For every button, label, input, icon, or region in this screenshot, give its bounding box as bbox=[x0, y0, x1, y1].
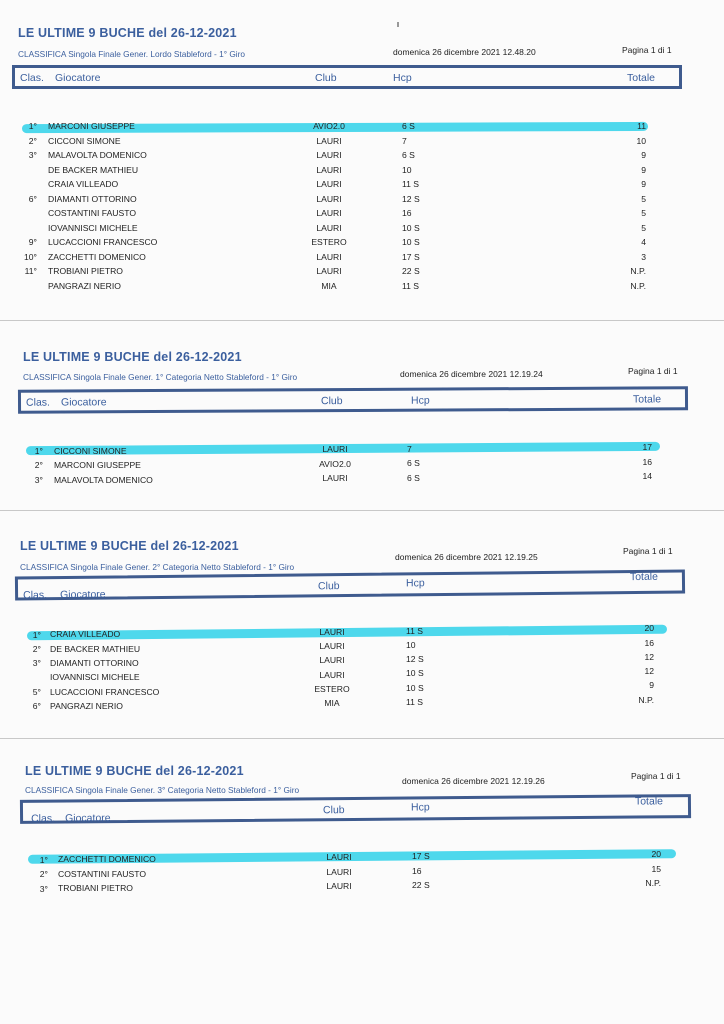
total-cell: 16 bbox=[642, 456, 652, 467]
rank-cell: 2° bbox=[28, 135, 37, 146]
player-name-cell: ZACCHETTI DOMENICO bbox=[48, 251, 146, 262]
rank-cell: 5° bbox=[32, 686, 41, 697]
club-cell: LAURI bbox=[319, 626, 345, 637]
handicap-cell: 6 S bbox=[407, 458, 420, 469]
player-name-cell: PANGRAZI NERIO bbox=[50, 700, 123, 711]
rank-cell: 10° bbox=[24, 251, 37, 262]
total-cell: 9 bbox=[649, 680, 654, 691]
print-datetime: domenica 26 dicembre 2021 12.48.20 bbox=[393, 47, 536, 57]
rank-cell: 3° bbox=[34, 474, 43, 485]
rank-cell: 2° bbox=[39, 869, 48, 880]
player-name-cell: CICCONI SIMONE bbox=[54, 445, 127, 456]
rank-cell: 2° bbox=[32, 644, 41, 655]
player-name-cell: DIAMANTI OTTORINO bbox=[48, 193, 137, 204]
col-hcp: Hcp bbox=[393, 72, 412, 84]
club-cell: LAURI bbox=[316, 266, 342, 276]
total-cell: 11 bbox=[637, 121, 646, 131]
player-name-cell: MARCONI GIUSEPPE bbox=[54, 460, 141, 471]
rank-cell: 1° bbox=[28, 121, 37, 131]
table-row bbox=[0, 208, 724, 222]
handicap-cell: 10 S bbox=[402, 222, 420, 233]
club-cell: LAURI bbox=[326, 866, 352, 877]
handicap-cell: 11 S bbox=[406, 697, 424, 708]
page-divider bbox=[0, 510, 724, 511]
player-name-cell: MALAVOLTA DOMENICO bbox=[54, 474, 153, 485]
club-cell: AVIO2.0 bbox=[319, 458, 351, 469]
handicap-cell: 22 S bbox=[402, 266, 420, 276]
page-divider bbox=[0, 738, 724, 739]
sheet-subtitle: CLASSIFICA Singola Finale Gener. 3° Categoria Netto Stableford - 1° Giro bbox=[25, 785, 300, 795]
col-giocatore: Giocatore bbox=[60, 588, 106, 602]
handicap-cell: 17 S bbox=[412, 851, 430, 862]
club-cell: AVIO2.0 bbox=[313, 121, 345, 131]
club-cell: LAURI bbox=[319, 655, 345, 666]
player-name-cell: MARCONI GIUSEPPE bbox=[48, 121, 135, 131]
club-cell: LAURI bbox=[316, 251, 342, 262]
player-name-cell: LUCACCIONI FRANCESCO bbox=[50, 686, 160, 697]
col-totale: Totale bbox=[634, 795, 664, 808]
player-name-cell: TROBIANI PIETRO bbox=[48, 266, 123, 276]
handicap-cell: 10 S bbox=[406, 668, 424, 679]
table-row bbox=[0, 194, 724, 208]
table-row bbox=[0, 266, 724, 280]
club-cell: LAURI bbox=[319, 669, 345, 680]
total-cell: 20 bbox=[644, 623, 654, 634]
col-giocatore: Giocatore bbox=[55, 72, 101, 84]
col-clas: Clas. bbox=[31, 812, 56, 825]
club-cell: LAURI bbox=[316, 222, 342, 233]
col-clas: Clas. bbox=[25, 396, 50, 409]
club-cell: MIA bbox=[321, 280, 337, 291]
handicap-cell: 11 S bbox=[402, 179, 420, 189]
rank-cell: 1° bbox=[34, 445, 43, 456]
handicap-cell: 16 bbox=[402, 208, 412, 218]
col-clas: Clas. bbox=[20, 72, 44, 84]
player-name-cell: DIAMANTI OTTORINO bbox=[50, 658, 139, 669]
total-cell: 12 bbox=[644, 651, 654, 662]
total-cell: 5 bbox=[641, 208, 646, 218]
col-totale: Totale bbox=[629, 570, 659, 584]
column-header-box bbox=[20, 794, 691, 824]
table-row bbox=[0, 179, 724, 193]
rank-cell: 3° bbox=[39, 883, 48, 894]
total-cell: 17 bbox=[642, 442, 652, 453]
handicap-cell: 6 S bbox=[402, 121, 415, 131]
club-cell: LAURI bbox=[316, 150, 342, 160]
player-name-cell: LUCACCIONI FRANCESCO bbox=[48, 237, 158, 247]
sheet-title: LE ULTIME 9 BUCHE del 26-12-2021 bbox=[18, 26, 237, 40]
table-row bbox=[0, 121, 724, 135]
player-name-cell: PANGRAZI NERIO bbox=[48, 280, 121, 291]
club-cell: LAURI bbox=[326, 852, 352, 863]
table-row bbox=[0, 136, 724, 150]
handicap-cell: 6 S bbox=[402, 150, 415, 160]
club-cell: LAURI bbox=[316, 193, 342, 204]
handicap-cell: 6 S bbox=[407, 472, 420, 483]
page-number: Pagina 1 di 1 bbox=[628, 366, 678, 376]
club-cell: LAURI bbox=[316, 208, 342, 218]
page-number: Pagina 1 di 1 bbox=[623, 546, 673, 556]
handicap-cell: 7 bbox=[407, 443, 412, 454]
total-cell: 20 bbox=[651, 849, 661, 860]
handicap-cell: 7 bbox=[402, 135, 407, 146]
handicap-cell: 22 S bbox=[412, 880, 430, 891]
col-clas: Clas. bbox=[23, 589, 48, 602]
print-datetime: domenica 26 dicembre 2021 12.19.25 bbox=[395, 552, 538, 562]
table-row bbox=[0, 878, 724, 898]
player-name-cell: TROBIANI PIETRO bbox=[58, 883, 133, 894]
player-name-cell: CRAIA VILLEADO bbox=[48, 179, 119, 189]
total-cell: 12 bbox=[644, 666, 654, 677]
total-cell: 5 bbox=[641, 222, 646, 233]
player-name-cell: COSTANTINI FAUSTO bbox=[58, 868, 147, 879]
rank-cell: 11° bbox=[24, 266, 37, 276]
col-hcp: Hcp bbox=[405, 577, 425, 590]
col-club: Club bbox=[315, 72, 337, 84]
club-cell: LAURI bbox=[322, 473, 348, 484]
table-row bbox=[0, 471, 724, 489]
handicap-cell: 10 bbox=[402, 164, 412, 175]
club-cell: LAURI bbox=[316, 135, 342, 146]
rank-cell: 3° bbox=[28, 150, 37, 160]
col-totale: Totale bbox=[627, 72, 656, 84]
sheet-subtitle: CLASSIFICA Singola Finale Gener. 2° Categoria Netto Stableford - 1° Giro bbox=[20, 562, 295, 572]
club-cell: LAURI bbox=[322, 444, 348, 455]
col-hcp: Hcp bbox=[410, 394, 430, 407]
player-name-cell: IOVANNISCI MICHELE bbox=[48, 222, 138, 233]
total-cell: N.P. bbox=[630, 266, 646, 276]
table-row bbox=[0, 150, 724, 164]
table-row bbox=[0, 223, 724, 237]
print-datetime: domenica 26 dicembre 2021 12.19.26 bbox=[402, 776, 545, 786]
club-cell: ESTERO bbox=[311, 237, 347, 247]
total-cell: 14 bbox=[642, 471, 652, 482]
sheet-title: LE ULTIME 9 BUCHE del 26-12-2021 bbox=[25, 764, 244, 778]
club-cell: LAURI bbox=[316, 164, 342, 175]
column-header-box bbox=[15, 569, 685, 600]
club-cell: MIA bbox=[324, 698, 340, 709]
club-cell: LAURI bbox=[316, 179, 342, 189]
sheet-subtitle: CLASSIFICA Singola Finale Gener. 1° Categoria Netto Stableford - 1° Giro bbox=[23, 372, 298, 382]
table-row bbox=[0, 237, 724, 251]
sheet-title: LE ULTIME 9 BUCHE del 26-12-2021 bbox=[23, 350, 242, 364]
rank-cell: 3° bbox=[32, 658, 41, 669]
rank-cell: 9° bbox=[28, 237, 37, 247]
rank-cell: 6° bbox=[28, 193, 37, 204]
table-row bbox=[0, 165, 724, 179]
club-cell: LAURI bbox=[319, 641, 345, 652]
handicap-cell: 11 S bbox=[402, 280, 420, 291]
player-name-cell: COSTANTINI FAUSTO bbox=[48, 208, 137, 218]
column-header-box bbox=[18, 386, 688, 414]
col-hcp: Hcp bbox=[410, 801, 430, 814]
player-name-cell: DE BACKER MATHIEU bbox=[50, 643, 141, 654]
page-number: Pagina 1 di 1 bbox=[631, 771, 681, 781]
total-cell: 5 bbox=[641, 193, 646, 204]
handicap-cell: 10 S bbox=[402, 237, 420, 247]
handicap-cell: 10 bbox=[406, 639, 416, 650]
player-name-cell: MALAVOLTA DOMENICO bbox=[48, 150, 147, 160]
table-row bbox=[0, 252, 724, 266]
total-cell: 4 bbox=[641, 237, 646, 247]
handicap-cell: 12 S bbox=[402, 193, 420, 204]
total-cell: 9 bbox=[641, 164, 646, 175]
rank-cell: 2° bbox=[34, 460, 43, 471]
page-divider bbox=[0, 320, 724, 321]
rank-cell: 1° bbox=[32, 629, 41, 640]
player-name-cell: CRAIA VILLEADO bbox=[50, 629, 121, 640]
handicap-cell: 11 S bbox=[406, 625, 424, 636]
table-row bbox=[0, 694, 724, 716]
handicap-cell: 12 S bbox=[406, 654, 424, 665]
player-name-cell: IOVANNISCI MICHELE bbox=[50, 672, 140, 683]
rank-cell: 6° bbox=[32, 701, 41, 712]
club-cell: LAURI bbox=[326, 881, 352, 892]
sheet-title: LE ULTIME 9 BUCHE del 26-12-2021 bbox=[20, 539, 239, 553]
col-club: Club bbox=[320, 395, 343, 408]
total-cell: 9 bbox=[641, 179, 646, 189]
rank-cell: 1° bbox=[39, 854, 48, 865]
total-cell: 3 bbox=[641, 251, 646, 262]
total-cell: N.P. bbox=[638, 694, 654, 705]
col-club: Club bbox=[317, 580, 340, 593]
total-cell: 10 bbox=[636, 135, 646, 146]
print-datetime: domenica 26 dicembre 2021 12.19.24 bbox=[400, 369, 543, 379]
col-club: Club bbox=[322, 804, 345, 817]
total-cell: N.P. bbox=[630, 280, 646, 291]
total-cell: N.P. bbox=[645, 878, 661, 889]
column-header-box bbox=[12, 65, 682, 89]
player-name-cell: CICCONI SIMONE bbox=[48, 135, 121, 146]
col-totale: Totale bbox=[632, 393, 662, 406]
handicap-cell: 10 S bbox=[406, 682, 424, 693]
table-row bbox=[0, 281, 724, 295]
player-name-cell: DE BACKER MATHIEU bbox=[48, 164, 139, 175]
handicap-cell: 16 bbox=[412, 865, 422, 876]
total-cell: 9 bbox=[641, 150, 646, 160]
total-cell: 15 bbox=[651, 863, 661, 874]
sheet-subtitle: CLASSIFICA Singola Finale Gener. Lordo Stableford - 1° Giro bbox=[18, 49, 245, 59]
scan-speck bbox=[397, 22, 399, 27]
club-cell: ESTERO bbox=[314, 684, 350, 695]
handicap-cell: 17 S bbox=[402, 251, 420, 262]
col-giocatore: Giocatore bbox=[65, 812, 111, 825]
page-number: Pagina 1 di 1 bbox=[622, 45, 672, 55]
player-name-cell: ZACCHETTI DOMENICO bbox=[58, 854, 156, 865]
col-giocatore: Giocatore bbox=[60, 396, 107, 409]
total-cell: 16 bbox=[644, 637, 654, 648]
